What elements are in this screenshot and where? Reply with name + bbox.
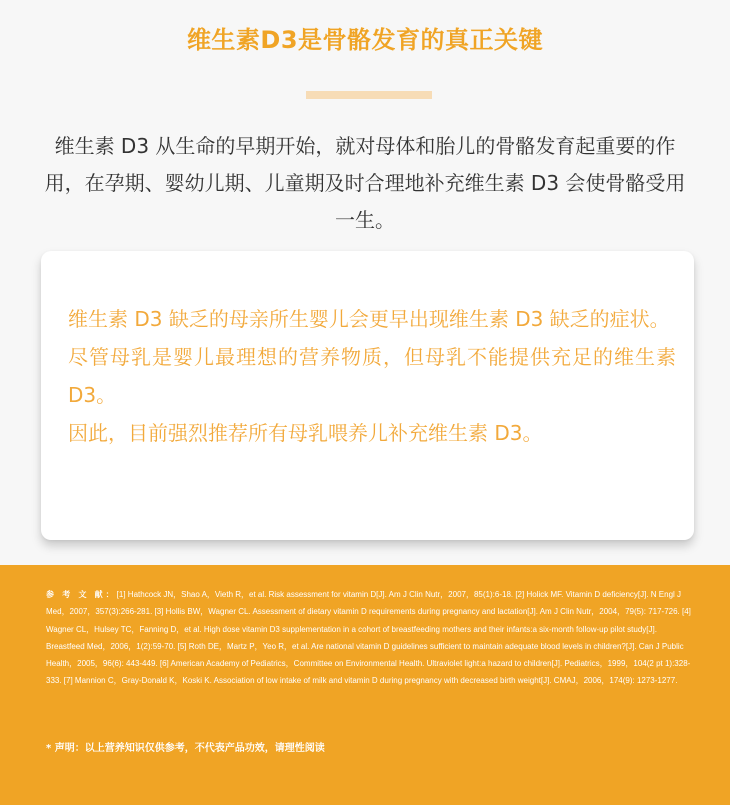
intro-text: 维生素 D3 从生命的早期开始，就对母体和胎儿的骨骼发育起重要的作用，在孕期、婴幼儿期、儿童期及时合理地补充维生素 D3 会使骨骼受用一生。 <box>44 134 686 232</box>
info-card-text <box>68 300 676 452</box>
disclaimer-text: * 声明：以上营养知识仅供参考，不代表产品功效，请理性阅读 <box>46 743 325 754</box>
card-paragraph: 维生素 D3 缺乏的母亲所生婴儿会更早出现维生素 D3 缺乏的症状。 <box>68 307 670 331</box>
references-text: [1] Hathcock JN，Shao A，Vieth R，et al. Risk assessment for vitamin D[J]. Am J Clin Nutr，2007，85(1):6-18. [2] Holick MF. Vitamin D deficiency[J]. N Engl J Med，2007，357(3):266-281. [3] Hollis BW，Wagner CL. Assessment of dietary vitamin D requirements during pregnancy and lactation[J]. Am J Clin Nutr，2004，79(5): 717-726. [4] Wagner CL，Hulsey TC，Fanning D，et al. High dose vitamin D3 supplementation in a cohort of breastfeeding mothers and their infants:a six-month follow-up pilot study[J]. Breastfeed Med，2006，1(2):59-70. [5] Roth DE，Martz P，Yeo R，et al. Are national vitamin D guidelines sufficient to maintain adequate blood levels in children?[J]. Can J Public Health，2005，96(6): 443-449. [6] American Academy of Pediatrics，Committee on Environmental Health. Ultraviolet light:a hazard to children[J]. Pediatrics，1999，104(2 pt 1):328-333. [7] Mannion C，Gray-Donald K，Koski K. Association of low intake of milk and vitamin D during pregnancy with decreased birth weight[J]. CMAJ，2006，174(9): 1273-1277. <box>46 590 691 686</box>
card-paragraph: 尽管母乳是婴儿最理想的营养物质，但母乳不能提供充足的维生素 D3。 <box>68 345 676 407</box>
references-label: 参 考 文 献： <box>46 590 117 599</box>
references-block <box>46 586 694 690</box>
title-underline <box>306 91 432 99</box>
page-title: 维生素D3是骨骼发育的真正关键 <box>186 26 544 54</box>
card-paragraph: 因此，目前强烈推荐所有母乳喂养儿补充维生素 D3。 <box>68 421 543 445</box>
